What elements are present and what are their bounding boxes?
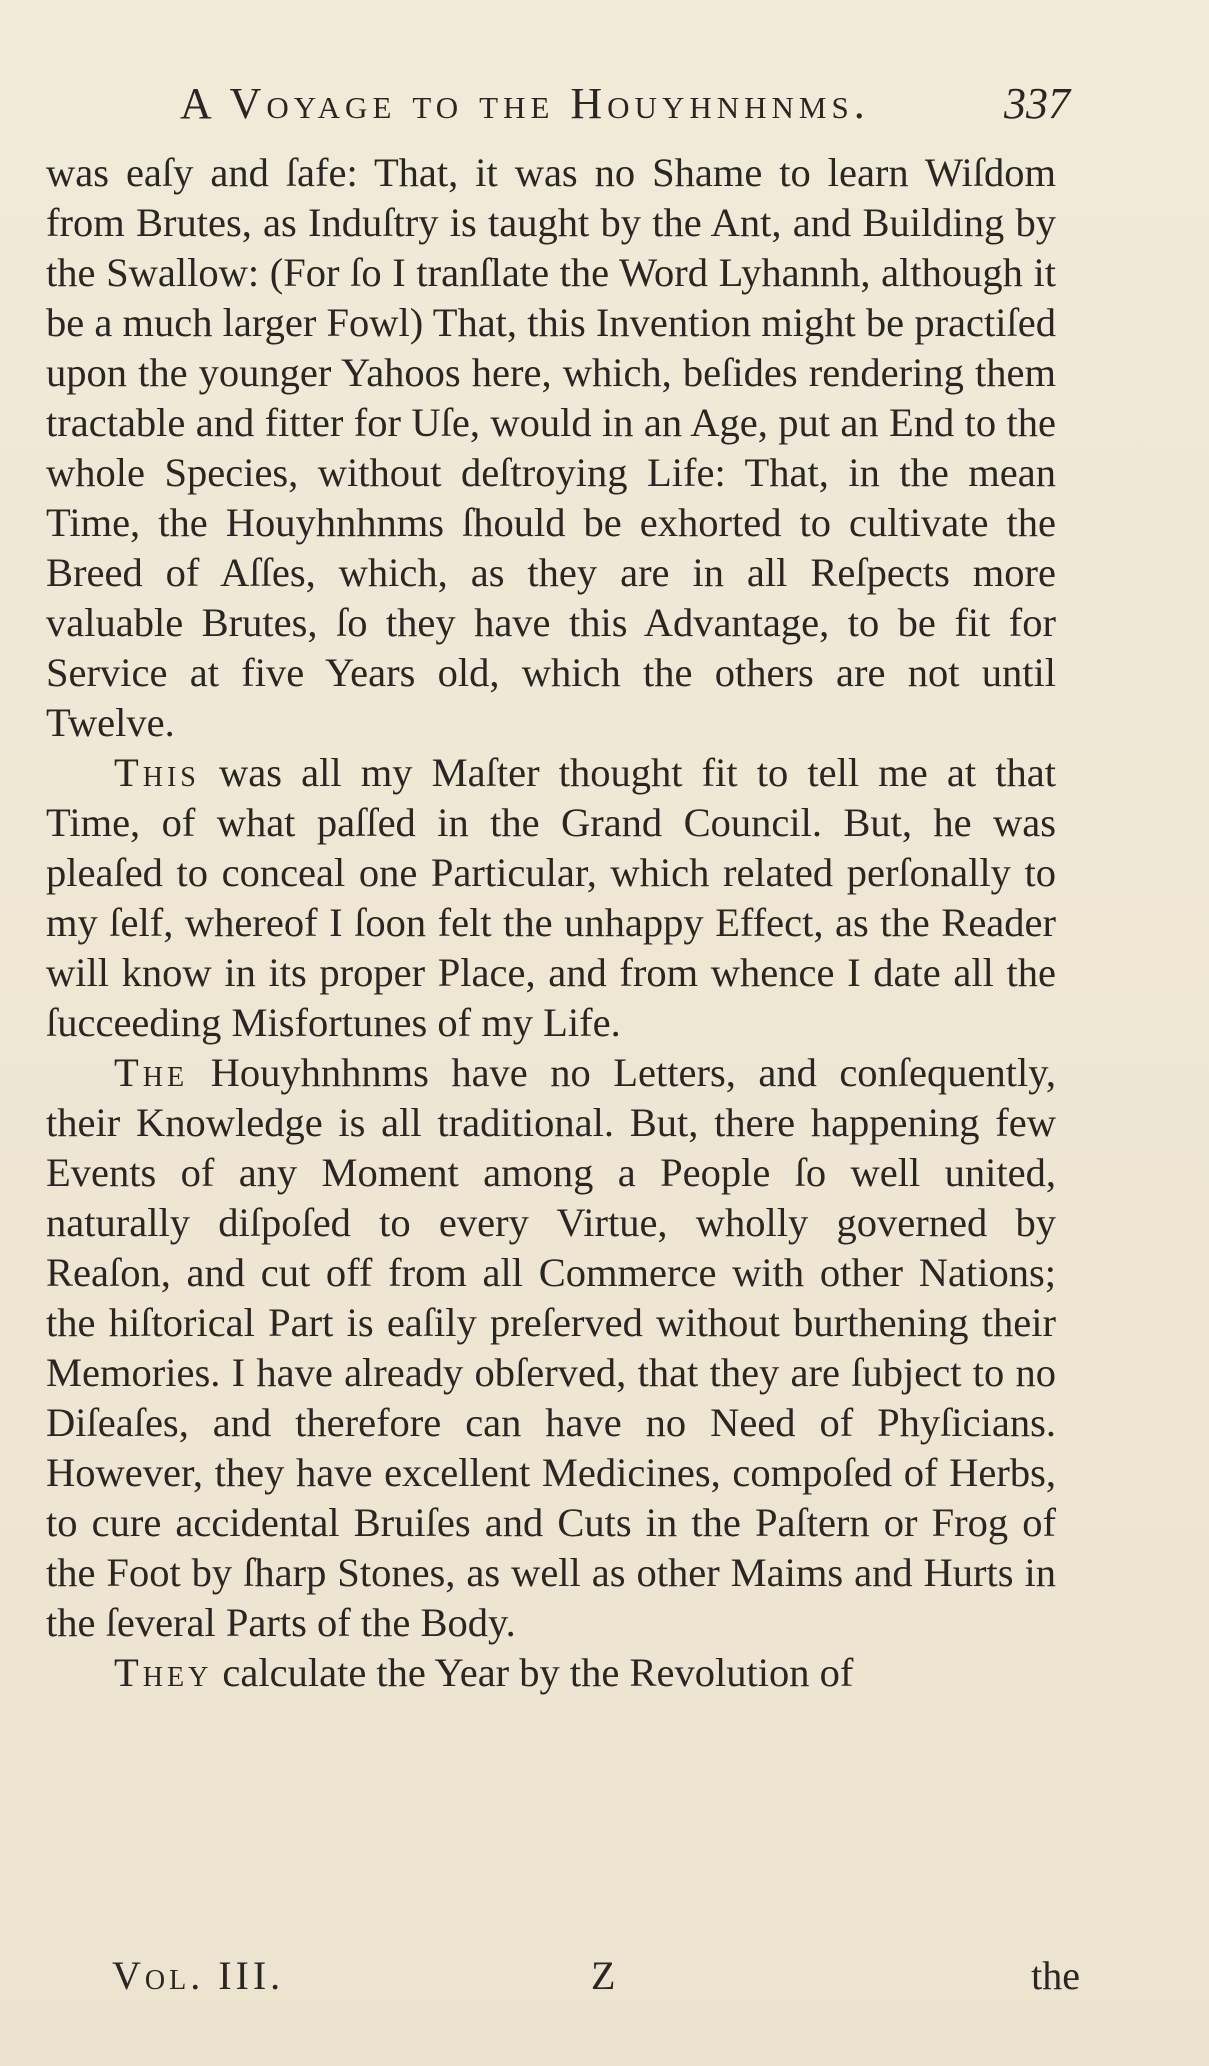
paragraph-2 (46, 748, 1056, 1048)
catchword: the (1031, 1953, 1080, 1998)
paragraph-1 (46, 148, 1056, 748)
sheet-mark: Z (591, 1953, 616, 1998)
paragraph-text: Houyhnhnms have no Letters, and conſequently, their Knowledge is all traditional. But, there happening few Events of any Moment among a People ſo well united, naturally diſpoſed to every Virtue, wholly governed by Reaſon, and cut off from all Commerce with other Nations; the hiſtorical Part is eaſily preſerved without burthening their Memories. I have already obſerved, that they are ſubject to no Diſeaſes, and therefore can have no Need of Phyſicians. However, they have excellent Medicines, compoſed of Herbs, to cure accidental Bruiſes and Cuts in the Paſtern or Frog of the Foot by ſharp Stones, as well as other Maims and Hurts in the ſeveral Parts of the Body. (46, 1050, 1056, 1645)
page-header (170, 78, 1080, 148)
paragraph-text: calculate the Year by the Revolution of (212, 1650, 854, 1695)
paragraph-lead: They (114, 1650, 213, 1695)
paragraph-lead: The (114, 1050, 189, 1095)
body-text (46, 148, 1056, 1698)
paragraph-text: was all my Maſter thought fit to tell me at that Time, of what paſſed in the Grand Council. But, he was pleaſed to conceal one Particular, which related perſonally to my ſelf, whereof I ſoon felt the unhappy Effect, as the Reader will know in its proper Place, and from whence I date all the ſucceeding Misfortunes of my Life. (46, 750, 1056, 1045)
paragraph-lead: This (114, 750, 200, 795)
paragraph-text: was eaſy and ſafe: That, it was no Shame to learn Wiſdom from Brutes, as Induſtry is taught by the Ant, and Building by the Swallow: (For ſo I tranſlate the Word Lyhannh, although it be a much larger Fowl) That, this Invention might be practiſed upon the younger Yahoos here, which, beſides rendering them tractable and fitter for Uſe, would in an Age, put an End to the whole Species, without deſtroying Life: That, in the mean Time, the Houyhnhnms ſhould be exhorted to cultivate the Breed of Aſſes, which, as they are in all Reſpects more valuable Brutes, ſo they have this Advantage, to be fit for Service at five Years old, which the others are not until Twelve. (46, 150, 1056, 745)
paragraph-3 (46, 1048, 1056, 1648)
running-head: A Voyage to the Houyhnhnms. (180, 79, 870, 128)
page-number: 337 (1004, 79, 1070, 128)
paragraph-4 (46, 1648, 1056, 1698)
page-footer (46, 1952, 1086, 2012)
volume-signature: Vol. III. (112, 1953, 285, 1998)
